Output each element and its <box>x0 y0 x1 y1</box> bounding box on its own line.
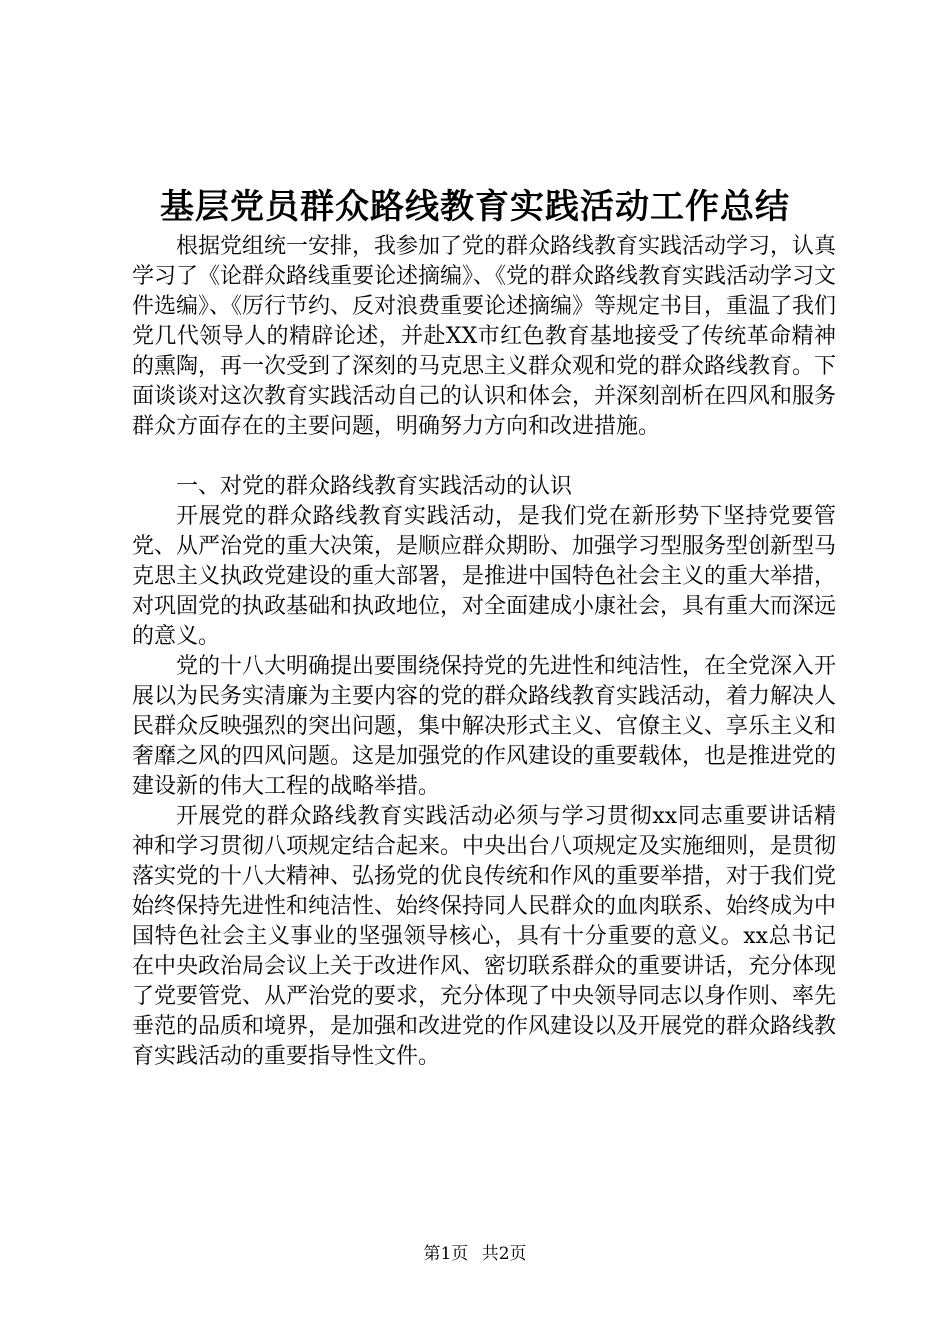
page-total: 共2页 <box>481 1244 527 1264</box>
page-number: 第1页 <box>423 1244 469 1264</box>
page-footer <box>0 1242 950 1266</box>
document-title: 基层党员群众路线教育实践活动工作总结 <box>160 187 790 227</box>
section-paragraph-1: 开展党的群众路线教育实践活动，是我们党在新形势下坚持党要管党、从严治党的重大决策，是顺应群众期盼、加强学习型服务型创新型马克思主义执政党建设的重大部署，是推进中国特色社会主义的重大举措，对巩固党的执政基础和执政地位，对全面建成小康社会，具有重大而深远的意义。 <box>132 504 837 649</box>
section-paragraph-2: 党的十八大明确提出要围绕保持党的先进性和纯洁性，在全党深入开展以为民务实清廉为主要内容的党的群众路线教育实践活动，着力解决人民群众反映强烈的突出问题，集中解决形式主义、官僚主义、享乐主义和奢靡之风的四风问题。这是加强党的作风建设的重要载体，也是推进党的建设新的伟大工程的战略举措。 <box>132 654 837 799</box>
document-body <box>132 232 836 1072</box>
section-paragraph-3: 开展党的群众路线教育实践活动必须与学习贯彻xx同志重要讲话精神和学习贯彻八项规定结合起来。中央出台八项规定及实施细则，是贯彻落实党的十八大精神、弘扬党的优良传统和作风的重要举措，对于我们党始终保持先进性和纯洁性、始终保持同人民群众的血肉联系、始终成为中国特色社会主义事业的坚强领导核心，具有十分重要的意义。xx总书记在中央政治局会议上关于改进作风、密切联系群众的重要讲话，充分体现了党要管党、从严治党的要求，充分体现了中央领导同志以身作则、率先垂范的品质和境界，是加强和改进党的作风建设以及开展党的群众路线教育实践活动的重要指导性文件。 <box>132 804 837 1069</box>
intro-paragraph: 根据党组统一安排，我参加了党的群众路线教育实践活动学习，认真学习了《论群众路线重要论述摘编》、《党的群众路线教育实践活动学习文件选编》、《厉行节约、反对浪费重要论述摘编》等规定书目，重温了我们党几代领导人的精辟论述，并赴XX市红色教育基地接受了传统革命精神的熏陶，再一次受到了深刻的马克思主义群众观和党的群众路线教育。下面谈谈对这次教育实践活动自己的认识和体会，并深刻剖析在四风和服务群众方面存在的主要问题，明确努力方向和改进措施。 <box>132 234 837 439</box>
paragraph-spacer <box>132 442 836 472</box>
section-heading: 一、对党的群众路线教育实践活动的认识 <box>176 474 573 499</box>
